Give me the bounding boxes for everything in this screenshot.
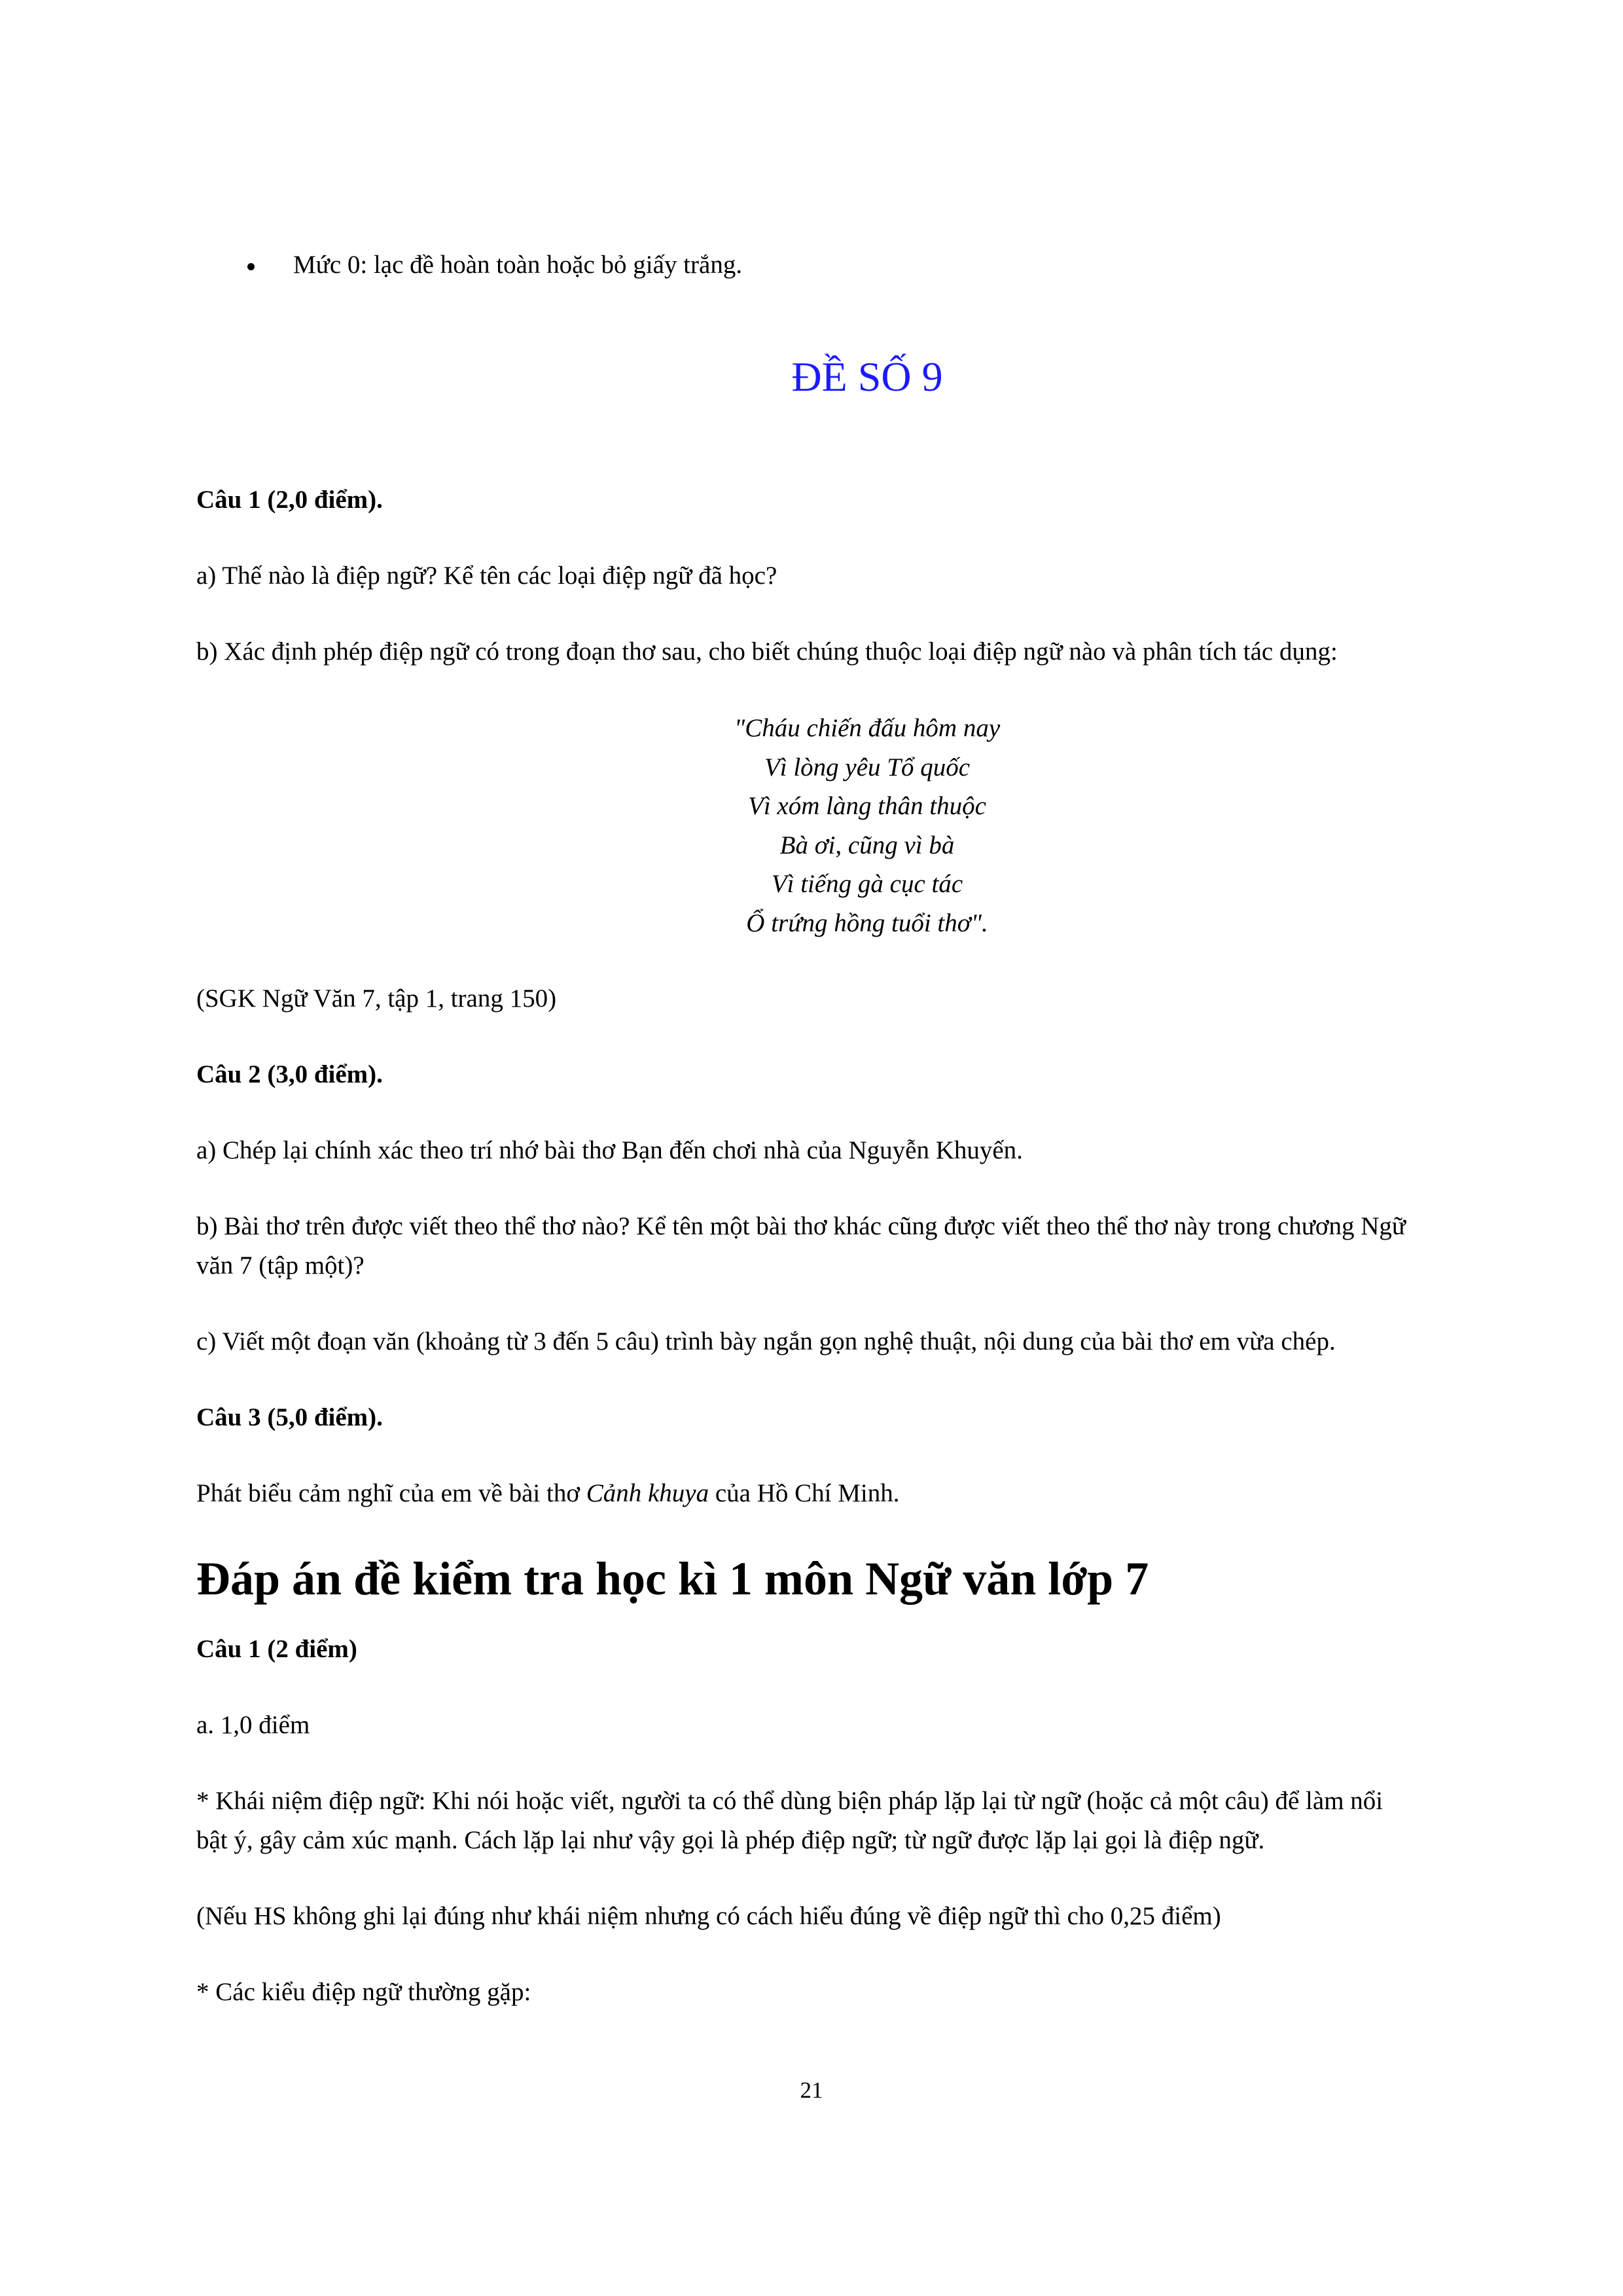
question-3-prompt — [196, 1474, 1538, 1513]
question-1-heading: Câu 1 (2,0 điểm). — [196, 486, 383, 514]
question-2b — [196, 1207, 1538, 1285]
question-3-prompt-end: của Hồ Chí Minh. — [709, 1479, 900, 1507]
question-2-heading: Câu 2 (3,0 điểm). — [196, 1060, 383, 1088]
question-2b-line1: b) Bài thơ trên được viết theo thể thơ nào? Kể tên một bài thơ khác cũng được viết theo thể thơ này trong chương Ngữ — [196, 1212, 1406, 1240]
answer-key-title: Đáp án đề kiểm tra học kì 1 môn Ngữ văn lớp 7 — [196, 1552, 1149, 1605]
page-body — [196, 0, 1538, 2296]
bullet-text: Mức 0: lạc đề hoàn toàn hoặc bỏ giấy trắng. — [293, 251, 743, 279]
poem-line: Vì lòng yêu Tổ quốc — [764, 753, 971, 781]
answer-types-heading: * Các kiểu điệp ngữ thường gặp: — [196, 1978, 531, 2006]
question-3-prompt-start: Phát biểu cảm nghĩ của em về bài thơ — [196, 1479, 586, 1507]
page-number: 21 — [800, 2077, 823, 2103]
poem-source: (SGK Ngữ Văn 7, tập 1, trang 150) — [196, 984, 557, 1013]
poem-line: Vì tiếng gà cục tác — [771, 870, 963, 898]
poem-line: Bà ơi, cũng vì bà — [779, 831, 955, 859]
question-2a: a) Chép lại chính xác theo trí nhớ bài thơ Bạn đến chơi nhà của Nguyễn Khuyến. — [196, 1136, 1023, 1164]
answer-part-a-score: a. 1,0 điểm — [196, 1711, 310, 1739]
question-1a: a) Thế nào là điệp ngữ? Kể tên các loại điệp ngữ đã học? — [196, 562, 777, 590]
answer-definition-line1: * Khái niệm điệp ngữ: Khi nói hoặc viết, người ta có thể dùng biện pháp lặp lại từ ngữ (hoặc cả một câu) để làm nổi — [196, 1787, 1383, 1815]
poem-excerpt — [196, 709, 1538, 942]
poem-title: Cảnh khuya — [586, 1479, 709, 1507]
answer-scoring-note: (Nếu HS không ghi lại đúng như khái niệm nhưng có cách hiểu đúng về điệp ngữ thì cho 0,25 điểm) — [196, 1902, 1221, 1930]
answer-question-1-heading: Câu 1 (2 điểm) — [196, 1635, 357, 1663]
poem-line: Vì xóm làng thân thuộc — [748, 792, 986, 820]
poem-line: Ổ trứng hồng tuổi thơ". — [746, 908, 988, 937]
question-2c: c) Viết một đoạn văn (khoảng từ 3 đến 5 câu) trình bày ngắn gọn nghệ thuật, nội dung của bài thơ em vừa chép. — [196, 1327, 1336, 1355]
bullet-icon — [247, 263, 255, 270]
answer-definition — [196, 1782, 1538, 1860]
question-2b-line2: văn 7 (tập một)? — [196, 1251, 365, 1280]
question-1b: b) Xác định phép điệp ngữ có trong đoạn thơ sau, cho biết chúng thuộc loại điệp ngữ nào và phân tích tác dụng: — [196, 637, 1338, 666]
exam-title: ĐỀ SỐ 9 — [791, 353, 943, 400]
poem-line: "Cháu chiến đấu hôm nay — [734, 714, 1001, 742]
question-3-heading: Câu 3 (5,0 điểm). — [196, 1403, 383, 1431]
answer-definition-line2: bật ý, gây cảm xúc mạnh. Cách lặp lại như vậy gọi là phép điệp ngữ; từ ngữ được lặp lại gọi là điệp ngữ. — [196, 1826, 1265, 1854]
